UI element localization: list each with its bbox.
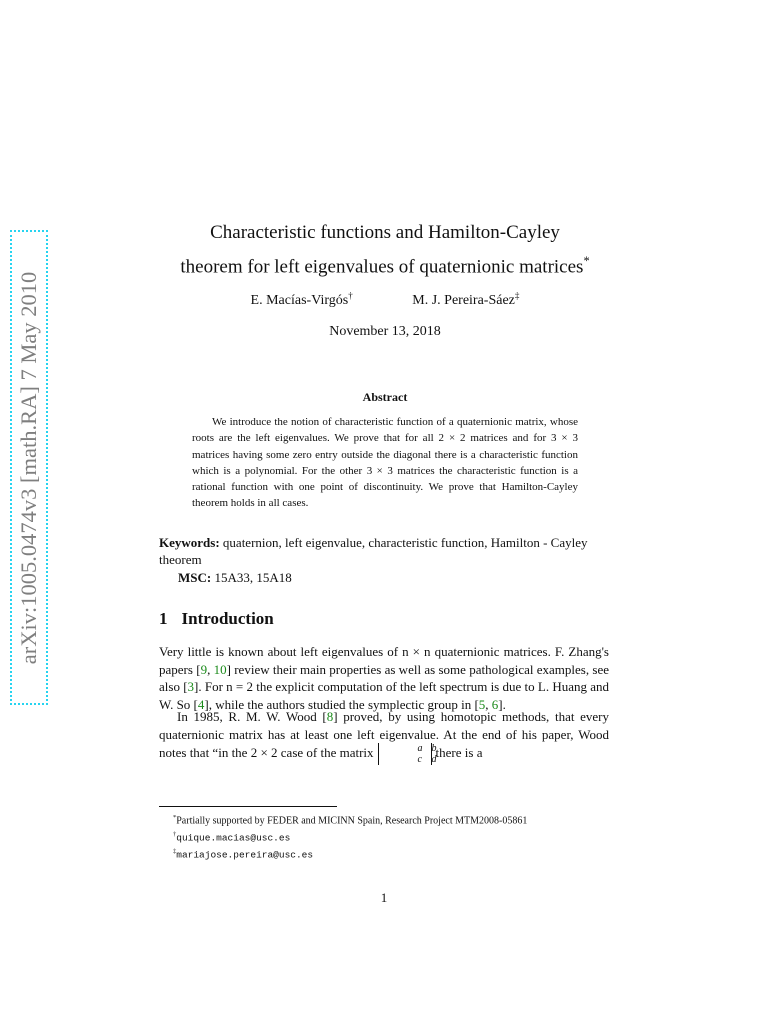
author-2-mark[interactable]: ‡ <box>514 290 520 300</box>
footnote-2-mark: † <box>173 831 177 839</box>
author-1-mark[interactable]: † <box>348 290 353 300</box>
citation-link[interactable]: 10 <box>213 661 227 677</box>
matrix-entry: b <box>431 743 437 755</box>
msc-text: 15A33, 15A18 <box>214 570 292 585</box>
citation-link[interactable]: 3 <box>187 679 195 695</box>
citation-link[interactable]: 5 <box>478 696 486 712</box>
arxiv-identifier[interactable]: arXiv:1005.0474v3 [math.RA] 7 May 2010 <box>16 271 41 664</box>
msc-label: MSC: <box>178 570 212 585</box>
paragraph-1 <box>159 643 609 713</box>
section-heading <box>159 609 274 629</box>
footnote-1 <box>159 811 609 828</box>
inline-matrix <box>378 743 437 766</box>
para1-text: , <box>207 661 214 677</box>
footnote-2 <box>159 828 609 845</box>
para1-text: ]. <box>498 696 506 712</box>
keywords-label: Keywords: <box>159 535 220 550</box>
citation-link[interactable]: 9 <box>200 661 208 677</box>
footnote-1-mark: * <box>173 814 177 821</box>
footnote-divider <box>159 806 337 807</box>
matrix-entry: d <box>431 754 437 766</box>
email-link[interactable]: mariajose.pereira@usc.es <box>176 849 314 861</box>
paper-title <box>130 219 640 281</box>
citation-link[interactable]: 8 <box>326 709 334 724</box>
keywords <box>159 534 609 568</box>
para2-text: ] proved, by using homotopic methods, that every quaternionic matrix has at least one left eigenvalue. At the end of his paper, Wood notes that “in the 2 × 2 case of the matrix <box>159 709 609 761</box>
author-2 <box>412 290 520 308</box>
matrix-entry: a <box>417 743 423 755</box>
para2-text: In 1985, R. M. W. Wood [ <box>177 709 327 724</box>
para2-text: there is a <box>435 745 483 761</box>
author-2-name: M. J. Pereira-Sáez <box>412 292 515 308</box>
paper-date: November 13, 2018 <box>329 324 441 339</box>
keywords-text: quaternion, left eigenvalue, characteristic function, Hamilton - Cayley theorem <box>159 535 588 567</box>
title-line-2 <box>130 247 640 281</box>
page-number: 1 <box>380 890 388 905</box>
section-title: Introduction <box>181 609 274 628</box>
author-1-name: E. Macías-Virgós <box>250 292 349 308</box>
title-footnote-mark[interactable]: * <box>583 254 590 268</box>
paragraph-2 <box>159 708 609 765</box>
email-link[interactable]: quique.macias@usc.es <box>176 832 291 844</box>
footnotes <box>159 811 609 862</box>
author-1 <box>250 290 353 308</box>
author-list <box>130 290 640 309</box>
abstract-heading: Abstract <box>362 390 408 404</box>
para1-text: Very little is known about left eigenvalues of n × n quaternionic matrices. F. Zhang's papers [ <box>159 644 609 677</box>
msc-classification <box>178 570 292 586</box>
citation-link[interactable]: 6 <box>491 696 499 712</box>
para1-text: , <box>485 696 492 712</box>
arxiv-stamp-box <box>10 230 48 705</box>
footnote-3 <box>159 845 609 862</box>
para1-text: ]. For n = 2 the explicit computation of the left spectrum is due to L. Huang and W. So [ <box>159 679 609 712</box>
matrix-entry: c <box>417 754 422 766</box>
para1-text: ], while the authors studied the symplectic group in [ <box>204 696 479 712</box>
para1-text: ] review their main properties as well as some pathological examples, see also [ <box>159 661 609 695</box>
section-number: 1 <box>159 609 168 628</box>
abstract-text: We introduce the notion of characteristic function of a quaternionic matrix, whose roots are the left eigenvalues. We prove that for all 2 × 2 matrices and for 3 × 3 matrices having some zero entry outside the diagonal there is a characteristic function which is a polynomial. For the other 3 × 3 matrices the characteristic function is a rational function with one point of discontinuity. We prove that Hamilton-Cayley theorem holds in all cases. <box>192 416 578 510</box>
citation-link[interactable]: 4 <box>197 696 205 712</box>
footnote-3-mark: ‡ <box>173 848 177 856</box>
title-line-1: Characteristic functions and Hamilton-Cayley <box>210 222 560 243</box>
title-line-2-text: theorem for left eigenvalues of quaternionic matrices <box>180 256 584 278</box>
footnote-1-text: Partially supported by FEDER and MICINN Spain, Research Project MTM2008-05861 <box>176 815 528 827</box>
